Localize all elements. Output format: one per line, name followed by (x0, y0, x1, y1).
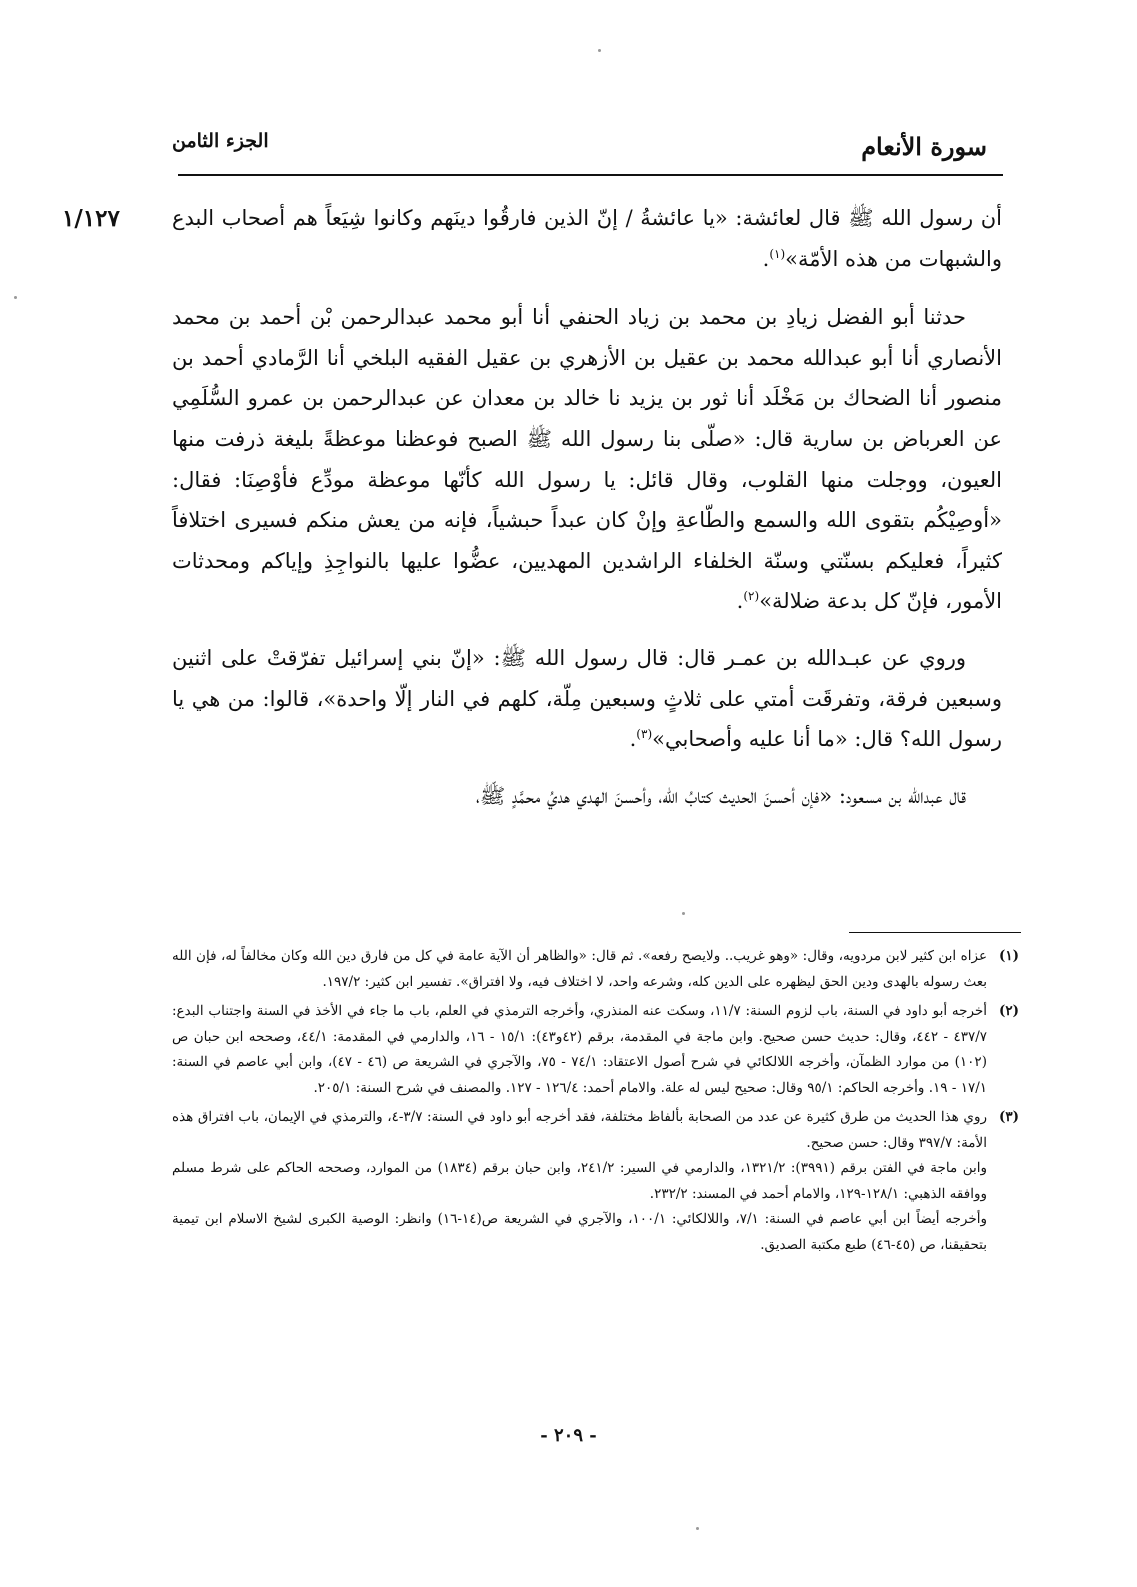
paragraph (172, 198, 1002, 279)
footnotes (172, 944, 1019, 1262)
juz-title: الجزء الثامن (172, 130, 269, 152)
scan-speck (14, 296, 17, 299)
footnote-text: وابن ماجة في الفتن برقم (٣٩٩١): ١٣٢١/٢، والدارمي في السير: ٢٤١/٢، وابن حبان برقم (١٨٣٤) من الموارد، وصححه الحاكم على شرط مسلم ووافقه الذهبي: ١٢٨/١-١٢٩، والامام أحمد في المسند: ٢٣٢/٢. (172, 1160, 987, 1202)
footnote-number: (٣) (998, 1109, 1019, 1125)
page-header (168, 128, 987, 178)
margin-reference: ١/١٢٧ (62, 205, 120, 232)
paragraph-text: وروي عن عبـدالله بن عمـر قال: قال رسول الله ﷺ: «إنّ بني إسرائيل تفرّقتْ على اثنين وسبعين فرقة، وتفرقَت أمتي على ثلاثٍ وسبعين مِلّة، كلهم في النار إلّا واحدة»، قالوا: من هي يا رسول الله؟ قال: «ما أنا عليه وأصحابي» (172, 645, 1002, 752)
footnote-body (172, 944, 987, 995)
paragraph-text: حدثنا أبو الفضل زيادِ بن محمد بن زياد الحنفي أنا أبو محمد عبدالرحمن بْن أحمد بن محمد الأنصاري أنا أبو عبدالله محمد بن عقيل بن الأزهري بن عقيل الفقيه البلخي أنا الرَّمادي أحمد بن منصور أنا الضحاك بن مَخْلَد أنا ثور بن يزيد نا خالد بن معدان عن عبدالرحمن بن عمرو السُّلَمِي عن العرباض بن سارية قال: «صلّى بنا رسول الله ﷺ الصبح فوعظنا موعظةً بليغة ذرفت منها العيون، ووجلت منها القلوب، وقال قائل: يا رسول الله كأنّها موعظة مودِّع فأوْصِنَا: فقال: «أوصِيْكُم بتقوى الله والسمع والطّاعةِ وإنْ كان عبداً حبشياً، فإنه من يعش منكم فسيرى اختلافاً كثيراً، فعليكم بسنّتي وسنّة الخلفاء الراشدين المهديين، عضُّوا عليها بالنواجِذِ وإياكم ومحدثات الأمور، فإنّ كل بدعة ضلالة» (172, 305, 1002, 614)
footnote (172, 944, 1019, 995)
paragraph-text: أن رسول الله ﷺ قال لعائشة: «يا عائشةُ / إنّ الذين فارقُوا دينَهم وكانوا شِيَعاً هم أصحاب البدع والشبهات من هذه الأمّة» (172, 206, 1002, 271)
paragraph (172, 638, 1002, 760)
footnote-number: (١) (998, 948, 1019, 964)
footnote-text: أخرجه أبو داود في السنة، باب لزوم السنة: ١١/٧، وسكت عنه المنذري، وأخرجه الترمذي في العلم، باب ما جاء في الأخذ في السنة واجتناب البدع: ٤٣٧/٧ - ٤٤٢، وقال: حديث حسن صحيح. وابن ماجة في المقدمة، برقم (٤٢و٤٣): ١٥/١ - ١٦، والدارمي في المقدمة: ٤٤/١، وصححه ابن حبان ص (١٠٢) من موارد الظمآن، وأخرجه اللالكائي في شرح أصول الاعتقاد: ٧٤/١ - ٧٥، والآجري في الشريعة ص (٤٦ - ٤٧)، وابن أبي عاصم في السنة: ١٧/١ - ١٩. وأخرجه الحاكم: ٩٥/١ وقال: صحيح ليس له علة. والامام أحمد: ١٢٦/٤ - ١٢٧. والمصنف في شرح السنة: ٢٠٥/١. (172, 1003, 987, 1096)
paragraph-end: . (762, 246, 770, 271)
footnote-text: وأخرجه أيضاً ابن أبي عاصم في السنة: ٧/١، واللالكائي: ١٠٠/١، والآجري في الشريعة ص(١٤-١٦) وانظر: الوصية الكبرى لشيخ الاسلام ابن تيمية بتحقيقنا، ص (٤٥-٤٦) طبع مكتبة الصديق. (172, 1211, 988, 1253)
scan-speck (598, 49, 601, 52)
footnote (172, 1105, 1019, 1258)
paragraph-end: . (629, 727, 637, 752)
footnote-text: عزاه ابن كثير لابن مردويه، وقال: «وهو غريب.. ولايصح رفعه». ثم قال: «والظاهر أن الآية عامة في كل من فارق دين الله وكان مخالفاً له، فإن الله بعث رسوله بالهدى ودين الحق ليظهره على الدين كله، وشرعه واحد، لا اختلاف فيه، ولا افتراق». تفسير ابن كثير: ١٩٧/٢. (172, 948, 987, 990)
footnote-text: روي هذا الحديث من طرق كثيرة عن عدد من الصحابة بألفاظ مختلفة، فقد أخرجه أبو داود في السنة: ٣/٧-٤، والترمذي في الإيمان، باب افتراق هذه الأمة: ٣٩٧/٧ وقال: حسن صحيح. (172, 1109, 987, 1151)
header-rule (178, 174, 1003, 176)
footnote-rule (849, 932, 1021, 933)
paragraph (172, 297, 1002, 622)
footnote-number: (٢) (998, 1003, 1019, 1019)
surah-title: سورة الأنعام (861, 132, 987, 161)
footnote (172, 999, 1019, 1101)
scan-speck (696, 1527, 699, 1530)
paragraph: قال عبدالله بن مسعود: «فإن أحسنَ الحديث كتابُ الله، وأحسنَ الهدي هديُ محمَّدٍ ﷺ، (475, 783, 966, 808)
main-text (172, 198, 1002, 816)
footnote-body (172, 1105, 987, 1258)
footnote-body (172, 999, 987, 1101)
footnote-ref: (٣) (636, 727, 653, 742)
page-number: - ٢٠٩ - (540, 1425, 597, 1446)
footnote-ref: (٢) (743, 589, 760, 604)
paragraph-end: . (736, 589, 744, 614)
scan-speck (682, 912, 685, 915)
footnote-ref: (١) (769, 246, 786, 261)
